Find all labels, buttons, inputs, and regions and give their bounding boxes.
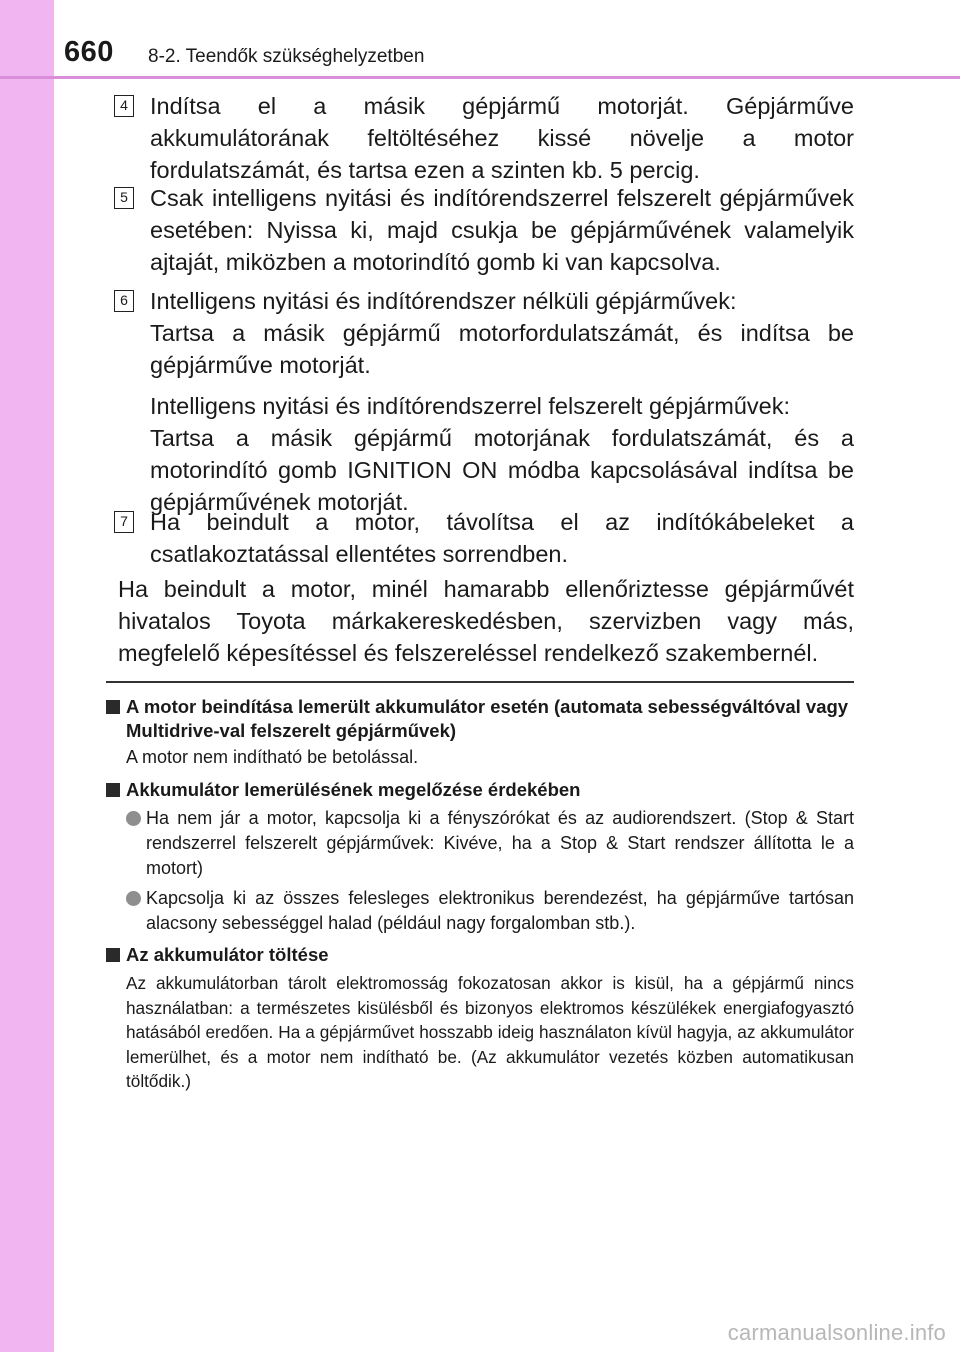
step-paragraph: Intelligens nyitási és indítórendszerrel felszerelt gépjárművek:: [150, 393, 791, 419]
note-heading-engine-start: [106, 695, 854, 743]
square-bullet-icon: [106, 783, 120, 797]
step-number-badge: 5: [114, 187, 134, 209]
step-text: [150, 506, 854, 579]
closing-paragraph: Ha beindult a motor, minél hamarabb ellenőriztesse gépjárművét hivatalos Toyota márkakereskedésben, szervizben vagy más, megfelelő képesítéssel és felszereléssel rendelkező szakembernél.: [118, 576, 854, 666]
section-title: 8-2. Teendők szükséghelyzetben: [148, 46, 425, 67]
note-heading-text: A motor beindítása lemerült akkumulátor esetén (automata sebességváltóval vagy Multidrive-val felszerelt gépjárművek): [126, 696, 849, 741]
list-item: [126, 806, 854, 881]
step-text: [150, 182, 854, 287]
note-heading-prevent-discharge: [106, 778, 854, 802]
list-item-text: Kapcsolja ki az összes felesleges elektronikus berendezést, ha gépjárműve tartósan alacsony sebességgel halad (például nagy forgalomban stb.).: [146, 888, 854, 933]
note-body: A motor nem indítható be betolással.: [126, 747, 419, 767]
note-heading-text: Akkumulátor lemerülésének megelőzése érdekében: [126, 779, 581, 800]
step-text: [150, 90, 854, 195]
watermark: carmanualsonline.info: [727, 1320, 946, 1345]
step-paragraph: Ha beindult a motor, távolítsa el az indítókábeleket a csatlakoztatással ellentétes sorrendben.: [150, 509, 854, 567]
header-rule: [0, 76, 960, 79]
step-paragraph: Tartsa a másik gépjármű motorjának fordulatszámát, és a motorindító gomb IGNITION ON módba kapcsolásával indítsa be gépjárművének motorját.: [150, 425, 854, 515]
note-heading-text: Az akkumulátor töltése: [126, 944, 329, 965]
list-item: [126, 886, 854, 936]
step-number-badge: 6: [114, 290, 134, 312]
step-paragraph: Intelligens nyitási és indítórendszer nélküli gépjárművek:: [150, 288, 737, 314]
square-bullet-icon: [106, 700, 120, 714]
step-paragraph: Tartsa a másik gépjármű motorfordulatszámát, és indítsa be gépjárműve motorját.: [150, 320, 854, 378]
step-number-badge: 4: [114, 95, 134, 117]
circle-bullet-icon: [126, 811, 141, 826]
note-heading-charging: [106, 943, 854, 967]
page-number: 660: [64, 36, 114, 68]
circle-bullet-icon: [126, 891, 141, 906]
step-number-badge: 7: [114, 511, 134, 533]
step-text: [150, 285, 854, 527]
step-paragraph: Csak intelligens nyitási és indítórendszerrel felszerelt gépjárművek esetében: Nyissa ki, majd csukja be gépjárművének valamelyik ajtaját, miközben a motorindító gomb ki van kapcsolva.: [150, 185, 854, 275]
note-body: Az akkumulátorban tárolt elektromosság fokozatosan akkor is kisül, ha a gépjármű nincs használatban: a természetes kisülésből és bizonyos elektromos készülékek energiafogyasztó hatásából eredően. Ha a gépjárművet hosszabb ideig használaton kívül hagyja, az akkumulátor lemerülhet, és a motor nem indítható be. (Az akkumulátor vezetés közben automatikusan töltődik.): [126, 973, 854, 1092]
section-divider: [106, 681, 854, 683]
side-color-band: [0, 0, 54, 1352]
square-bullet-icon: [106, 948, 120, 962]
step-paragraph: Indítsa el a másik gépjármű motorját. Gépjárműve akkumulátorának feltöltéséhez kissé növelje a motor fordulatszámát, és tartsa ezen a szinten kb. 5 percig.: [150, 93, 854, 183]
list-item-text: Ha nem jár a motor, kapcsolja ki a fényszórókat és az audiorendszert. (Stop & Start rendszerrel felszerelt gépjárművek: Kivéve, ha a Stop & Start rendszer állította le a motort): [146, 808, 854, 878]
